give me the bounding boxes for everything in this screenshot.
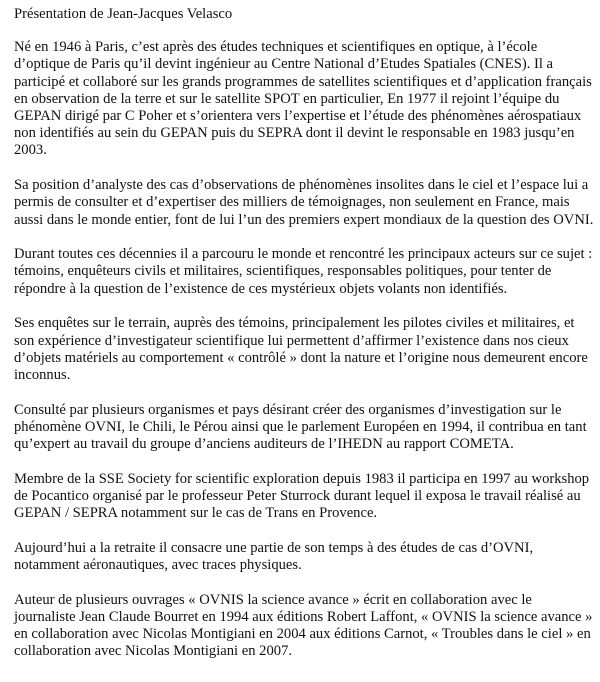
paragraph-consulting: Consulté par plusieurs organismes et pays désirant créer des organismes d’investigation sur le phénomène OVNI, le Chili, le Pérou ainsi que le parlement Européen en 1994, il contribua en tant qu’expert au travail du groupe d’anciens auditeurs de l’IHEDN au rapport COMETA. [14,401,587,453]
document-title: Présentation de Jean-Jacques Velasco [14,6,233,22]
paragraph-analyst-position: Sa position d’analyste des cas d’observations de phénomènes insolites dans le ciel et l’espace lui a permis de consulter et d’expertiser des milliers de témoignages, non seulement en France, mais aussi dans le monde entier, font de lui l’un des premiers expert mondiaux de la question des OVNI. [14,177,594,228]
paragraph-sse-membership: Membre de la SSE Society for scientific exploration depuis 1983 il participa en 1997 au workshop de Pocantico organisé par le professeur Peter Sturrock durant lequel il exposa le travail réalisé au GEPAN / SEPRA notamment sur le cas de Trans en Provence. [14,470,590,522]
paragraph-retirement: Aujourd’hui a la retraite il consacre une partie de son temps à des études de cas d’OVNI, notamment aéronautiques, avec traces physiques. [14,539,534,574]
paragraph-biography: Né en 1946 à Paris, c’est après des études techniques et scientifiques en optique, à l’école d’optique de Paris qu’il devint ingénieur au Centre National d’Etudes Spatiales (CNES). Il a participé et collaboré sur les grands programmes de satellites scientifiques et d’application français en observation de la terre et sur le satellite SPOT en particulier, En 1977 il rejoint l’équipe du GEPAN dirigé par C Poher et s’orientera vers l’expertise et l’étude des phénomènes aérospatiaux non identifiés au sein du GEPAN puis du SEPRA dont il devint le responsable en 1983 jusqu’en 2003. [14,39,592,159]
paragraph-investigations: Ses enquêtes sur le terrain, auprès des témoins, principalement les pilotes civiles et militaires, et son expérience d’investigateur scientifique lui permettent d’affirmer l’existence dans nos cieux d’objets matériels au comportement « contrôlé » dont la nature et l’origine nous demeurent encore inconnus. [14,315,588,383]
paragraph-travels: Durant toutes ces décennies il a parcouru le monde et rencontré les principaux acteurs sur ce sujet : témoins, enquêteurs civils et militaires, scientifiques, responsables politiques, pour tenter de répondre à la question de l’existence de ces mystérieux objets volants non identifiés. [14,246,593,297]
paragraph-books: Auteur de plusieurs ouvrages « OVNIS la science avance » écrit en collaboration avec le journaliste Jean Claude Bourret en 1994 aux éditions Robert Laffont, « OVNIS la science avance » en collaboration avec Nicolas Montigiani en 2004 aux éditions Carnot, « Troubles dans le ciel » en collaboration avec Nicolas Montigiani en 2007. [14,591,593,660]
